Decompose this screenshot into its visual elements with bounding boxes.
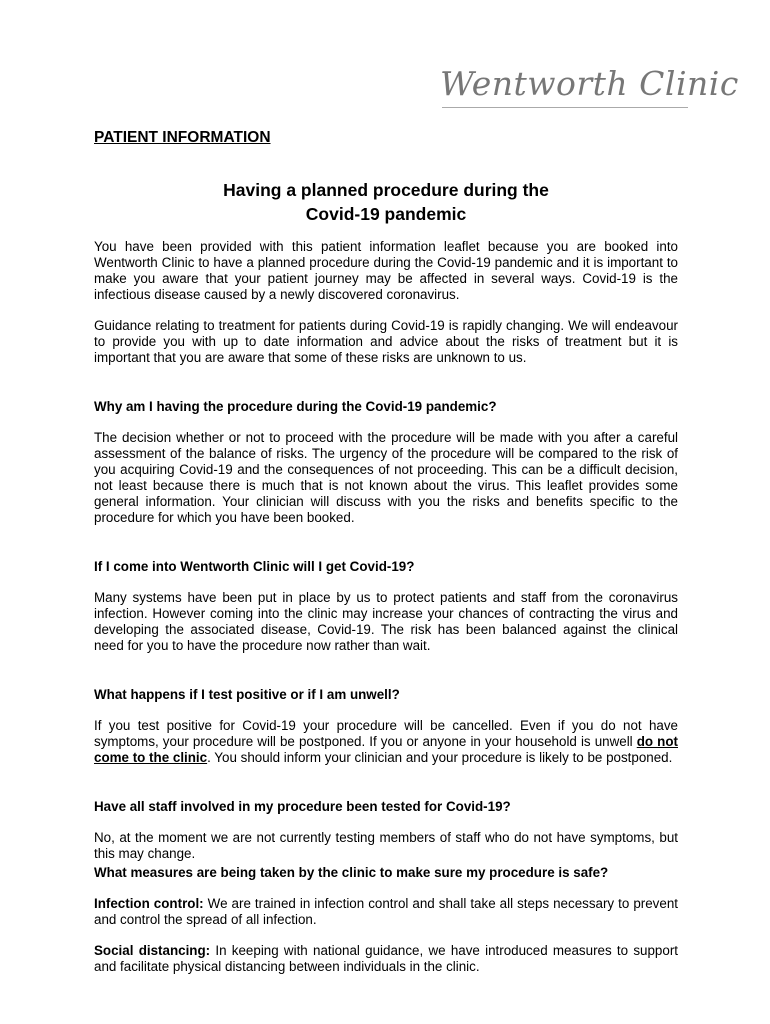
title-line-2: Covid-19 pandemic [305, 204, 467, 224]
intro-paragraph-1: You have been provided with this patient information leaflet because you are booked into Wentworth Clinic to have a planned procedure during the Covid-19 pandemic and it is important to make you aware that your patient journey may be affected in several ways. Covid-19 is the infectious disease caused by a newly discovered coronavirus. [94, 239, 678, 302]
answer-3-start: If you test positive for Covid-19 your procedure will be cancelled. Even if you do not have symptoms, your procedure will be postponed. If you or anyone in your household is unwell [94, 718, 678, 749]
measure-1-label: Infection control: [94, 896, 204, 911]
document-title [94, 178, 678, 226]
question-heading-3: What happens if I test positive or if I am unwell? [94, 687, 400, 702]
document-body [94, 128, 678, 975]
title-line-1: Having a planned procedure during the [223, 180, 549, 200]
document-label: PATIENT INFORMATION [94, 129, 271, 146]
measure-infection-control [94, 896, 678, 928]
question-heading-1: Why am I having the procedure during the Covid-19 pandemic? [94, 399, 497, 414]
measure-social-distancing [94, 943, 678, 975]
question-heading-2: If I come into Wentworth Clinic will I get Covid-19? [94, 559, 415, 574]
answer-3-end: . You should inform your clinician and your procedure is likely to be postponed. [207, 750, 673, 765]
answer-paragraph-3 [94, 718, 678, 766]
answer-paragraph-1: The decision whether or not to proceed with the procedure will be made with you after a careful assessment of the balance of risks. The urgency of the procedure will be compared to the risk of you acquiring Covid-19 and the consequences of not proceeding. This can be a difficult decision, not least because there is much that is not known about the virus. This leaflet provides some general information. Your clinician will discuss with you the risks and benefits specific to the procedure for which you have been booked. [94, 430, 678, 525]
question-heading-4: Have all staff involved in my procedure been tested for Covid-19? [94, 799, 511, 814]
measure-2-label: Social distancing: [94, 943, 211, 958]
measure-1-text: We are trained in infection control and shall take all steps necessary to prevent and control the spread of all infection. [94, 896, 678, 927]
question-heading-5: What measures are being taken by the clinic to make sure my procedure is safe? [94, 865, 609, 880]
answer-paragraph-2: Many systems have been put in place by us to protect patients and staff from the coronavirus infection. However coming into the clinic may increase your chances of contracting the virus and developing the associated disease, Covid-19. The risk has been balanced against the clinical need for you to have the procedure now rather than wait. [94, 590, 678, 653]
clinic-logo [440, 62, 739, 112]
measure-2-text: In keeping with national guidance, we have introduced measures to support and facilitate physical distancing between individuals in the clinic. [94, 943, 679, 974]
logo-underline [442, 107, 688, 108]
intro-paragraph-2: Guidance relating to treatment for patients during Covid-19 is rapidly changing. We will endeavour to provide you with up to date information and advice about the risks of treatment but it is important that you are aware that some of these risks are unknown to us. [94, 318, 678, 365]
do-not-come-emphasis: do not come to the clinic [94, 734, 678, 765]
answer-paragraph-4: No, at the moment we are not currently testing members of staff who do not have symptoms, but this may change. [94, 830, 678, 861]
logo-text: Wentworth Clinic [440, 64, 739, 103]
